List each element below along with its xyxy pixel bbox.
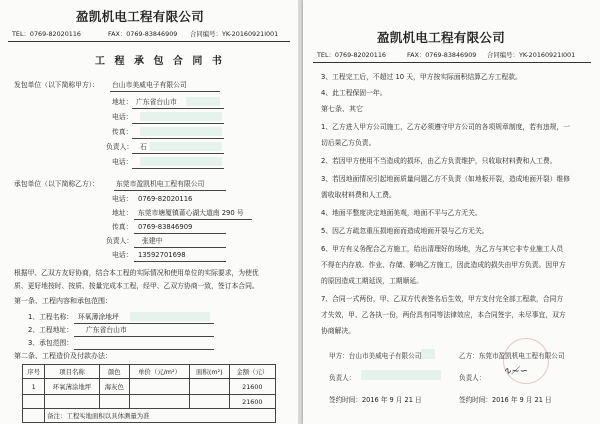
signature-party-a (329, 350, 421, 360)
table-cell: 环氧薄涂地坪 (45, 379, 99, 395)
sig-a-date: 签约时间：2016 年 9 月 21 日 (329, 396, 422, 404)
project-address-label: 2、工程地址： (28, 326, 74, 334)
clause-7-line-3: 协商解决。 (321, 327, 355, 335)
party-b-fax: 0769-83846909 (138, 223, 193, 231)
sig-b-person-label: 负责人： (459, 374, 486, 382)
contract-page-2 (303, 0, 600, 424)
table-header: 单价（元/m²） (129, 365, 189, 379)
table-header: 项目名称 (45, 365, 99, 379)
table-header: 金额（元） (229, 365, 275, 379)
table-cell: 21600 (229, 379, 275, 395)
clause-4: 4、地面平整度决定地面美观，地面不平与乙方无关。 (321, 209, 482, 217)
clause-1-line-1: 1、乙方进入甲方公司施工，乙方必须遵守甲方公司的各项规章制度，若有违规，一 (321, 123, 571, 131)
party-a-person: 石 (140, 143, 147, 151)
table-header: 面积(m²) (190, 365, 230, 379)
handwritten-signature: ∿≁∽ (503, 366, 529, 377)
project-name-label: 1、工程名称： (28, 313, 74, 321)
header-fax: FAX：0769-83846909 (108, 30, 178, 38)
party-b-fax-label: 传真： (112, 223, 133, 231)
company-seal-stamp (503, 338, 549, 384)
header-tel: TEL：0769-82020116 (12, 30, 81, 38)
header-fax: FAX：0769-83846909 (407, 51, 477, 59)
sig-b-date: 签约时间：2016 年 9 月 21 日 (459, 396, 552, 404)
table-cell: 海灰色 (99, 379, 129, 395)
party-a-tel-label: 电话： (112, 158, 133, 166)
party-a-person-label: 负责人： (106, 143, 134, 151)
party-b-tel: 13592701698 (138, 251, 186, 259)
table-row (23, 379, 276, 395)
redacted-block (150, 142, 222, 151)
table-header: 颜色 (99, 365, 129, 379)
clause-6-line-3: 的原因造成工期延误，工期顺延。 (321, 277, 423, 285)
sig-b-label: 乙方： (459, 352, 479, 360)
redacted-block (186, 97, 220, 106)
header-rule (8, 41, 290, 42)
party-a-name: 台山市美威电子有限公司 (112, 81, 187, 89)
party-a-phone-label: 电话： (112, 113, 133, 121)
pricing-table (22, 364, 276, 423)
company-header: 盈凯机电工程有限公司 (377, 30, 506, 45)
party-a-fax-label: 传真： (112, 128, 133, 136)
party-b-addr-label: 地址： (112, 209, 133, 217)
signature-party-b (459, 350, 565, 360)
redacted-block (140, 127, 222, 136)
company-header: 盈凯机电工程有限公司 (76, 9, 205, 24)
section-2-heading: 第二条、工程造价及付款办法： (14, 352, 112, 360)
party-b-addr: 东莞市塘厦镇莆心湖大道南 290 号 (138, 209, 244, 217)
clause-1-line-2: 切后果乙方负责。 (321, 139, 376, 147)
table-cell (129, 379, 189, 395)
table-note-row (23, 409, 276, 423)
clause-7-line-1: 7、合同一式两份，甲、乙双方代表签名后生效，甲方支付完全部工程款，合同方 (321, 295, 564, 303)
project-address: 广东省台山市 (86, 326, 127, 334)
table-note: 备注：工程实地面积以具体测量为准 (45, 409, 276, 423)
party-b-person: 张建中 (142, 237, 163, 245)
section-7-heading: 第七条、其它 (321, 105, 363, 113)
clause-warranty: 4、此工程保固一年。 (321, 89, 387, 97)
sig-a-person-label: 负责人： (329, 374, 356, 382)
clause-2: 2、若因甲方使用不当造成的损坏，由乙方负责维护，只收取材料费和人工费。 (321, 157, 557, 165)
sig-a-label: 甲方： (329, 352, 349, 360)
project-name: 环氧薄涂地坪 (78, 313, 119, 321)
party-a-addr-line (132, 108, 224, 109)
party-b-tel-label: 电话： (112, 251, 133, 259)
contract-page-1 (0, 0, 298, 424)
party-b-name: 东莞市盈凯机电工程有限公司 (116, 180, 205, 188)
party-b-phone-label: 电话： (112, 195, 133, 203)
table-header: 序号 (23, 365, 45, 379)
party-a-addr-label: 地址： (112, 98, 133, 106)
redacted-block (130, 312, 210, 321)
intro-line-1: 根据甲、乙双方友好协商，结合本工程的实际情况和使用单位的实际要求，为使优 (14, 269, 259, 277)
table-total-row (23, 395, 276, 409)
header-contract-no: 合同编号：YK-20160921l001 (487, 51, 576, 59)
table-header-row (23, 365, 276, 379)
clause-6-line-1: 6、甲方有义务配合乙方施工，给出清理好的场地，为乙方与其它非专业施工人员 (321, 245, 564, 253)
sig-a-name: 台山市美威电子有限公司 (348, 352, 422, 360)
document-title: 工 程 承 包 合 同 书 (95, 56, 225, 67)
clause-6-line-2: 不得在内存放、作业、存储、影响乙方施工，因此造成的损失由甲方负责。因甲方 (321, 261, 566, 269)
party-a-name-line (110, 91, 220, 92)
redacted-block (140, 157, 222, 166)
clause-payment: 3、工程完工后，不超过 10 天，甲方按实际面积结算乙方工程款。 (321, 73, 522, 81)
clause-3-line-1: 3、若因地面情况引起地面质量问题乙方不负责（如地板开裂，造成地面开裂）维修 (321, 175, 571, 183)
header-tel: TEL：0769-82020116 (317, 51, 386, 59)
party-b-phone: 0769-82020116 (138, 195, 193, 203)
section-1-heading: 第一条、工程内容和承包范围： (14, 297, 112, 305)
redacted-block (421, 349, 435, 359)
header-contract-no: 合同编号：YK-20160921l001 (190, 30, 279, 38)
sig-b-name: 东莞市盈凯机电工程有限公司 (478, 352, 565, 360)
clause-3-line-2: 需收取材料费和人工费。 (321, 191, 396, 199)
clause-5: 5、因乙方疏忽重压损地面而造成地面开裂与乙方无关。 (321, 227, 489, 235)
table-cell: 1 (23, 379, 45, 395)
party-a-addr: 广东省台山市 (136, 98, 177, 106)
contract-scope-label: 3、承包范围： (28, 339, 74, 347)
header-rule (313, 62, 591, 63)
intro-line-2: 质、更好地按时、按质、按量完成本工程，经甲、乙双方协商一致，签订本合同。 (14, 282, 259, 290)
party-b-person-label: 负责人： (106, 237, 134, 245)
redacted-block (361, 370, 441, 380)
party-b-label: 承包单位（以下简称乙方）： (14, 180, 99, 188)
party-a-label: 发包单位（以下简称甲方）： (14, 81, 99, 89)
table-total: 21600 (229, 395, 275, 409)
redacted-block (140, 112, 222, 121)
clause-7-line-2: 才失效，甲、乙各执一份，两份具有同等法律效应，本合同签字，未尽事宜，双方 (321, 311, 566, 319)
table-cell (190, 379, 230, 395)
